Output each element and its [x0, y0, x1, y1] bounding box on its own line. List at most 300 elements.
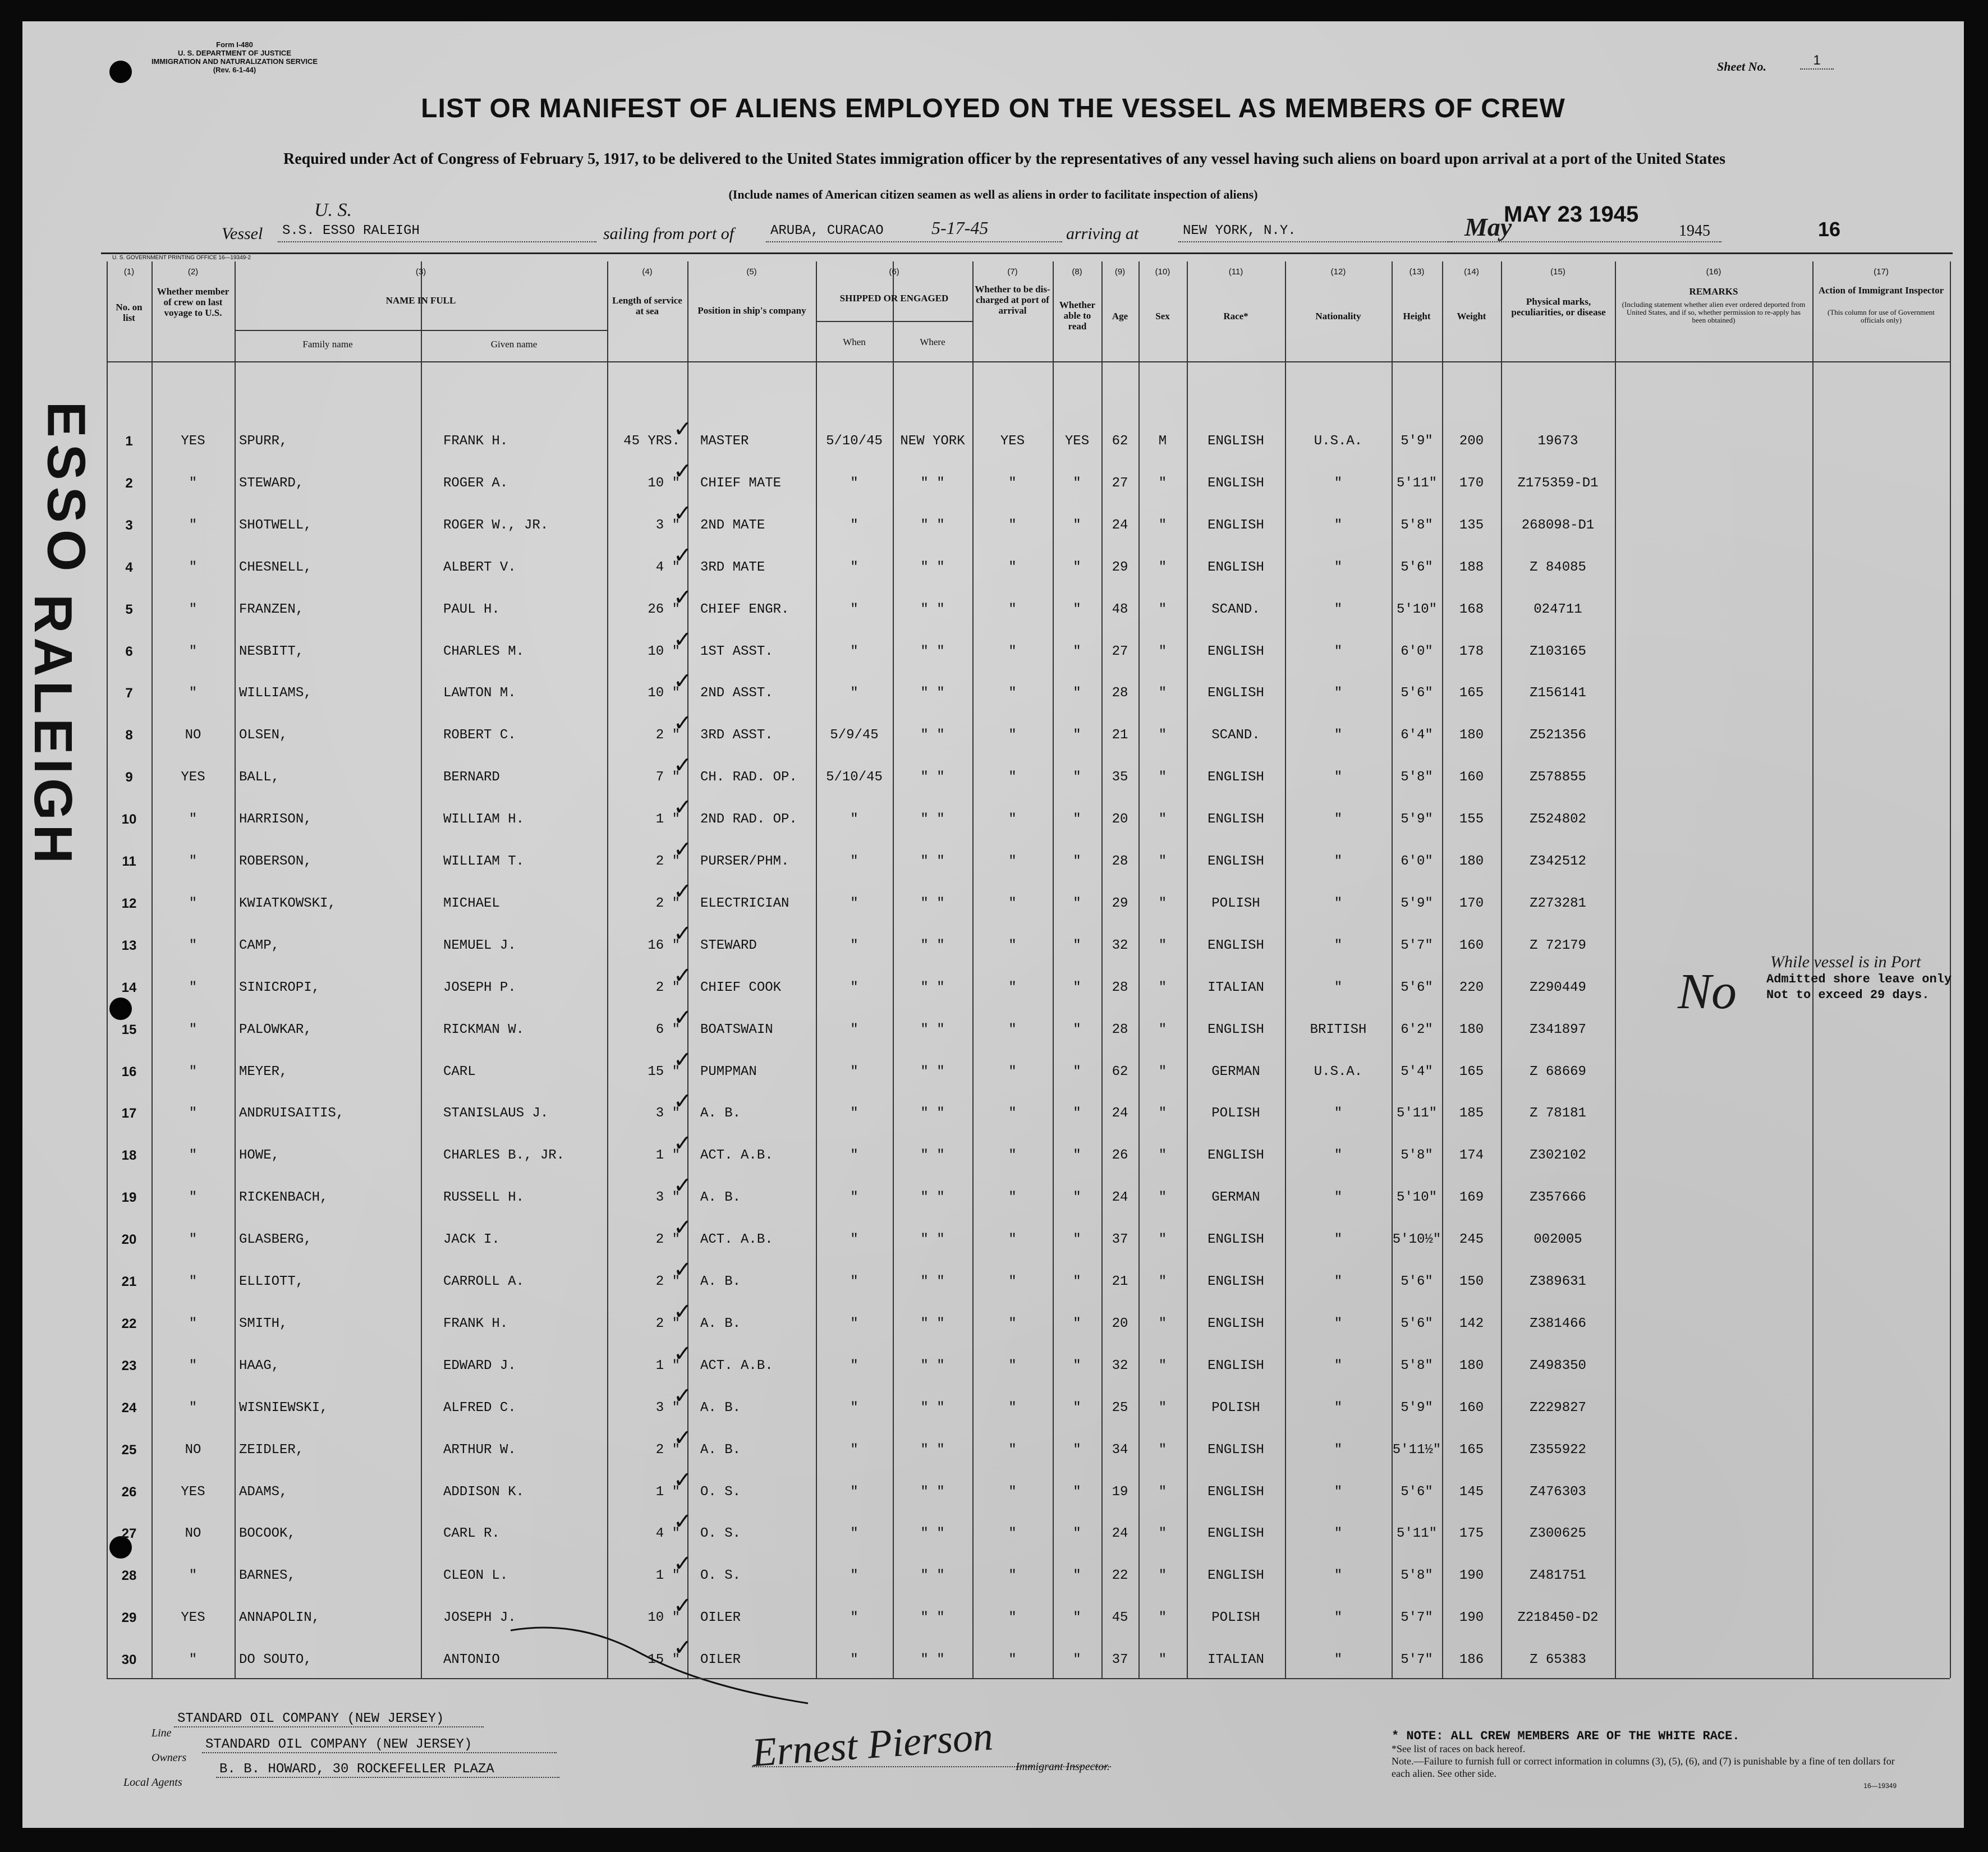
table-bottom-rule — [107, 1678, 1950, 1679]
cell-sex: " — [1158, 728, 1167, 743]
cell-last-voyage: " — [189, 1148, 198, 1164]
cell-position: A. B. — [700, 1274, 741, 1289]
cell-age: 21 — [1112, 1274, 1128, 1289]
col-6-header: SHIPPED OR ENGAGED — [839, 293, 949, 304]
cell-marks: 002005 — [1534, 1232, 1582, 1248]
cell-age: 28 — [1112, 980, 1128, 995]
cell-last-voyage: YES — [181, 1610, 205, 1626]
checkmark-icon: ✓ — [673, 1298, 692, 1325]
cell-height: 5'8" — [1401, 1358, 1433, 1373]
cell-read: " — [1073, 1064, 1081, 1079]
cell-weight: 165 — [1459, 1064, 1484, 1079]
col-15-number: (15) — [1550, 267, 1565, 277]
checkmark-icon: ✓ — [673, 500, 692, 526]
family-name-header: Family name — [302, 339, 353, 350]
cell-position: CH. RAD. OP. — [700, 770, 797, 785]
cell-number: 26 — [121, 1484, 137, 1500]
cell-height: 5'8" — [1401, 517, 1433, 533]
cell-weight: 200 — [1459, 434, 1484, 449]
note-races: *See list of races on back hereof. — [1392, 1743, 1526, 1754]
cell-race: ENGLISH — [1208, 517, 1264, 533]
cell-age: 37 — [1112, 1652, 1128, 1668]
checkmark-icon: ✓ — [673, 1509, 692, 1535]
cell-race: GERMAN — [1211, 1190, 1260, 1206]
cell-when: " — [850, 980, 858, 995]
cell-given-name: FRANK H. — [443, 434, 508, 449]
cell-sex: " — [1158, 517, 1167, 533]
cell-marks: Z 68669 — [1530, 1064, 1586, 1079]
date-stamp: MAY 23 1945 — [1504, 202, 1639, 227]
cell-weight: 178 — [1459, 644, 1484, 659]
cell-last-voyage: YES — [181, 770, 205, 785]
cell-age: 21 — [1112, 728, 1128, 743]
cell-family-name: OLSEN, — [239, 728, 288, 743]
cell-age: 28 — [1112, 1022, 1128, 1037]
cell-discharged: " — [1008, 1652, 1017, 1668]
cell-discharged: " — [1008, 1148, 1017, 1164]
printing-office-note: U. S. GOVERNMENT PRINTING OFFICE 16—19349-2 — [112, 255, 251, 261]
cell-discharged: " — [1008, 1316, 1017, 1331]
cell-last-voyage: " — [189, 644, 198, 659]
cell-weight: 190 — [1459, 1568, 1484, 1584]
cell-last-voyage: " — [189, 1358, 198, 1373]
cell-nationality: " — [1334, 1106, 1343, 1122]
cell-family-name: STEWARD, — [239, 475, 304, 491]
cell-weight: 245 — [1459, 1232, 1484, 1248]
cell-given-name: ROGER A. — [443, 475, 508, 491]
cell-position: CHIEF ENGR. — [700, 601, 789, 617]
checkmark-icon: ✓ — [673, 1088, 692, 1115]
cell-marks: Z 65383 — [1530, 1652, 1586, 1668]
cell-position: O. S. — [700, 1568, 741, 1584]
cell-service: 45 YRS. — [623, 434, 680, 449]
cell-nationality: " — [1334, 728, 1343, 743]
cell-height: 5'4" — [1401, 1064, 1433, 1079]
cell-sex: " — [1158, 1400, 1167, 1416]
cell-race: ENGLISH — [1208, 475, 1264, 491]
sheet-number: 1 — [1800, 53, 1834, 70]
margin-vessel: ESSO — [36, 401, 97, 578]
cell-last-voyage: " — [189, 475, 198, 491]
cell-family-name: NESBITT, — [239, 644, 304, 659]
cell-height: 5'9" — [1401, 1400, 1433, 1416]
cell-marks: 268098-D1 — [1521, 517, 1595, 533]
checkmark-icon: ✓ — [673, 710, 692, 737]
cell-weight: 165 — [1459, 686, 1484, 701]
cell-family-name: HARRISON, — [239, 812, 312, 828]
cell-last-voyage: NO — [185, 728, 201, 743]
cell-family-name: HAAG, — [239, 1358, 280, 1373]
table-row — [107, 837, 1950, 883]
cell-where: " " — [920, 686, 945, 701]
cell-sex: " — [1158, 1064, 1167, 1079]
cell-age: 24 — [1112, 1190, 1128, 1206]
vessel-prefix-handwritten: U. S. — [314, 200, 352, 220]
cell-nationality: " — [1334, 517, 1343, 533]
cell-family-name: PALOWKAR, — [239, 1022, 312, 1037]
table-row — [107, 1215, 1950, 1261]
cell-discharged: " — [1008, 1232, 1017, 1248]
cell-marks: Z524802 — [1530, 812, 1586, 828]
cell-family-name: GLASBERG, — [239, 1232, 312, 1248]
cell-family-name: SMITH, — [239, 1316, 288, 1331]
department: U. S. DEPARTMENT OF JUSTICE — [178, 49, 291, 57]
cell-sex: " — [1158, 854, 1167, 869]
cell-read: " — [1073, 980, 1081, 995]
cell-number: 6 — [125, 644, 133, 659]
cell-where: " " — [920, 895, 945, 911]
col-17-number: (17) — [1874, 267, 1889, 277]
cell-number: 23 — [121, 1358, 137, 1373]
cell-when: 5/10/45 — [826, 770, 883, 785]
table-row — [107, 1173, 1950, 1219]
cell-when: 5/10/45 — [826, 434, 883, 449]
table-row — [107, 1088, 1950, 1134]
cell-height: 5'7" — [1401, 938, 1433, 953]
cell-last-voyage: " — [189, 812, 198, 828]
cell-family-name: KWIATKOWSKI, — [239, 895, 336, 911]
cell-family-name: MEYER, — [239, 1064, 288, 1079]
cell-position: 2ND RAD. OP. — [700, 812, 797, 828]
cell-sex: " — [1158, 812, 1167, 828]
cell-weight: 220 — [1459, 980, 1484, 995]
cell-number: 20 — [121, 1232, 137, 1248]
table-row — [107, 668, 1950, 714]
cell-height: 5'7" — [1401, 1610, 1433, 1626]
form-number: Form I-480 — [216, 40, 253, 49]
cell-given-name: FRANK H. — [443, 1316, 508, 1331]
cell-number: 19 — [121, 1190, 137, 1206]
cell-given-name: CARROLL A. — [443, 1274, 525, 1289]
checkmark-icon: ✓ — [673, 878, 692, 904]
cell-age: 28 — [1112, 686, 1128, 701]
cell-when: " — [850, 1568, 858, 1584]
cell-service: 26 " — [648, 601, 680, 617]
cell-last-voyage: " — [189, 559, 198, 575]
cell-discharged: " — [1008, 1610, 1017, 1626]
cell-nationality: " — [1334, 1526, 1343, 1542]
cell-read: " — [1073, 559, 1081, 575]
cell-service: 10 " — [648, 686, 680, 701]
cell-last-voyage: NO — [185, 1526, 201, 1542]
cell-sex: " — [1158, 601, 1167, 617]
cell-given-name: ARTHUR W. — [443, 1442, 516, 1458]
table-row — [107, 584, 1950, 631]
cell-given-name: JOSEPH J. — [443, 1610, 516, 1626]
remarks-handwritten-note: While vessel is in Port — [1770, 953, 1921, 971]
col-12-header: Nationality — [1315, 311, 1361, 321]
cell-nationality: " — [1334, 475, 1343, 491]
cell-service: 3 " — [655, 1190, 680, 1206]
table-row — [107, 458, 1950, 504]
col-2-number: (2) — [187, 267, 199, 277]
table-row — [107, 500, 1950, 546]
cell-service: 4 " — [655, 559, 680, 575]
cell-discharged: " — [1008, 1106, 1017, 1122]
table-row — [107, 1551, 1950, 1597]
cell-family-name: BOCOOK, — [239, 1526, 296, 1542]
cell-given-name: MICHAEL — [443, 895, 500, 911]
cell-weight: 185 — [1459, 1106, 1484, 1122]
table-row — [107, 794, 1950, 840]
cell-discharged: " — [1008, 1190, 1017, 1206]
cell-height: 5'11" — [1396, 1106, 1437, 1122]
cell-height: 5'11½" — [1392, 1442, 1441, 1458]
arriving-at: NEW YORK, N.Y. — [1178, 221, 1452, 242]
col-10-header: Sex — [1155, 311, 1170, 321]
table-row — [107, 1004, 1950, 1051]
col-2-header: Whether member of crew on last voyage to U.S. — [157, 286, 229, 318]
strike-line — [511, 1619, 825, 1709]
cell-number: 22 — [121, 1316, 137, 1331]
cell-age: 19 — [1112, 1484, 1128, 1500]
cell-position: A. B. — [700, 1400, 741, 1416]
cell-number: 14 — [121, 980, 137, 995]
cell-race: ENGLISH — [1208, 1484, 1264, 1500]
cell-number: 5 — [125, 601, 133, 617]
cell-race: ENGLISH — [1208, 854, 1264, 869]
cell-weight: 170 — [1459, 895, 1484, 911]
cell-height: 5'10½" — [1392, 1232, 1441, 1248]
table-row — [107, 1130, 1950, 1177]
cell-read: " — [1073, 938, 1081, 953]
owners-label: Owners — [151, 1752, 187, 1764]
cell-where: " " — [920, 1568, 945, 1584]
form-identifier — [89, 40, 380, 74]
cell-where: " " — [920, 770, 945, 785]
cell-weight: 180 — [1459, 1358, 1484, 1373]
cell-age: 24 — [1112, 1106, 1128, 1122]
cell-age: 45 — [1112, 1610, 1128, 1626]
cell-where: " " — [920, 1064, 945, 1079]
cell-race: GERMAN — [1211, 1064, 1260, 1079]
note-penalty: Note.—Failure to furnish full or correct information in columns (3), (5), (6), and (7) is punishable by a fine of ten dollars for each alien. See other side. — [1392, 1756, 1895, 1779]
cell-service: 2 " — [655, 1232, 680, 1248]
cell-height: 6'2" — [1401, 1022, 1433, 1037]
cell-last-voyage: " — [189, 517, 198, 533]
cell-nationality: " — [1334, 770, 1343, 785]
cell-weight: 169 — [1459, 1190, 1484, 1206]
cell-given-name: LAWTON M. — [443, 686, 516, 701]
cell-given-name: JACK I. — [443, 1232, 500, 1248]
cell-height: 5'10" — [1396, 601, 1437, 617]
cell-race: ENGLISH — [1208, 434, 1264, 449]
cell-nationality: " — [1334, 938, 1343, 953]
cell-when: " — [850, 1526, 858, 1542]
cell-when: " — [850, 895, 858, 911]
cell-number: 2 — [125, 475, 133, 491]
cell-last-voyage: " — [189, 938, 198, 953]
cell-weight: 155 — [1459, 812, 1484, 828]
cell-number: 15 — [121, 1022, 137, 1037]
cell-sex: " — [1158, 1190, 1167, 1206]
crew-table — [107, 261, 1950, 1678]
col-8-number: (8) — [1072, 267, 1082, 277]
cell-given-name: CARL — [443, 1064, 476, 1079]
cell-given-name: RICKMAN W. — [443, 1022, 525, 1037]
cell-read: " — [1073, 1652, 1081, 1668]
cell-height: 5'6" — [1401, 1316, 1433, 1331]
cell-when: " — [850, 1106, 858, 1122]
cell-discharged: " — [1008, 938, 1017, 953]
cell-discharged: " — [1008, 1526, 1017, 1542]
cell-number: 27 — [121, 1526, 137, 1542]
shore-leave-stamp — [1766, 972, 1952, 1003]
cell-last-voyage: NO — [185, 1442, 201, 1458]
date-month-handwritten: May — [1464, 213, 1512, 241]
cell-read: " — [1073, 854, 1081, 869]
cell-where: " " — [920, 1232, 945, 1248]
cell-age: 27 — [1112, 644, 1128, 659]
cell-read: " — [1073, 1190, 1081, 1206]
agents-label: Local Agents — [123, 1776, 182, 1789]
cell-number: 18 — [121, 1148, 137, 1164]
cell-when: " — [850, 938, 858, 953]
subtitle-note: (Include names of American citizen seamen as well as aliens in order to facilitate inspection of aliens) — [728, 187, 1258, 201]
cell-weight: 180 — [1459, 1022, 1484, 1037]
cell-service: 1 " — [655, 1358, 680, 1373]
cell-given-name: ALFRED C. — [443, 1400, 516, 1416]
cell-weight: 160 — [1459, 1400, 1484, 1416]
cell-position: 3RD MATE — [700, 559, 765, 575]
cell-marks: Z578855 — [1530, 770, 1586, 785]
cell-number: 21 — [121, 1274, 137, 1289]
table-row — [107, 1509, 1950, 1555]
cell-weight: 135 — [1459, 517, 1484, 533]
cell-last-voyage: " — [189, 1190, 198, 1206]
cell-marks: Z273281 — [1530, 895, 1586, 911]
cell-last-voyage: " — [189, 686, 198, 701]
cell-when: 5/9/45 — [830, 728, 879, 743]
cell-when: " — [850, 1064, 858, 1079]
service: IMMIGRATION AND NATURALIZATION SERVICE — [151, 57, 318, 66]
cell-discharged: " — [1008, 1400, 1017, 1416]
table-row — [107, 878, 1950, 925]
cell-sex: " — [1158, 1358, 1167, 1373]
cell-position: 3RD ASST. — [700, 728, 773, 743]
cell-read: " — [1073, 601, 1081, 617]
margin-name: RALEIGH — [23, 594, 83, 868]
cell-discharged: " — [1008, 980, 1017, 995]
cell-nationality: " — [1334, 1232, 1343, 1248]
cell-age: 48 — [1112, 601, 1128, 617]
inspector-signature: Ernest Pierson — [750, 1713, 995, 1775]
checkmark-icon: ✓ — [673, 668, 692, 695]
cell-where: " " — [920, 1022, 945, 1037]
cell-given-name: NEMUEL J. — [443, 938, 516, 953]
cell-position: PURSER/PHM. — [700, 854, 789, 869]
cell-number: 3 — [125, 517, 133, 533]
header-rule — [101, 252, 1953, 254]
cell-height: 5'6" — [1401, 1274, 1433, 1289]
cell-number: 28 — [121, 1568, 137, 1584]
cell-where: " " — [920, 854, 945, 869]
cell-marks: Z 78181 — [1530, 1106, 1586, 1122]
cell-when: " — [850, 686, 858, 701]
revision: (Rev. 6-1-44) — [213, 66, 256, 74]
cell-given-name: STANISLAUS J. — [443, 1106, 549, 1122]
cell-height: 5'11" — [1396, 475, 1437, 491]
cell-number: 11 — [122, 854, 136, 869]
cell-given-name: PAUL H. — [443, 601, 500, 617]
cell-last-voyage: " — [189, 601, 198, 617]
margin-stamp — [0, 167, 112, 897]
col-12-number: (12) — [1330, 267, 1346, 277]
cell-given-name: CLEON L. — [443, 1568, 508, 1584]
cell-last-voyage: " — [189, 1274, 198, 1289]
cell-weight: 170 — [1459, 475, 1484, 491]
cell-discharged: " — [1008, 601, 1017, 617]
table-row — [107, 1340, 1950, 1387]
page-title: LIST OR MANIFEST OF ALIENS EMPLOYED ON THE VESSEL AS MEMBERS OF CREW — [421, 94, 1565, 123]
checkmark-icon: ✓ — [673, 837, 692, 862]
cell-nationality: " — [1334, 1442, 1343, 1458]
cell-marks: Z381466 — [1530, 1316, 1586, 1331]
checkmark-icon: ✓ — [673, 752, 692, 779]
cell-marks: Z300625 — [1530, 1526, 1586, 1542]
cell-read: " — [1073, 517, 1081, 533]
col-6-number: (6) — [889, 267, 899, 277]
table-row — [107, 1635, 1950, 1681]
manifest-page — [22, 21, 1964, 1828]
cell-family-name: BALL, — [239, 770, 280, 785]
cell-position: CHIEF MATE — [700, 475, 782, 491]
cell-sex: " — [1158, 1652, 1167, 1668]
cell-read: " — [1073, 1442, 1081, 1458]
col-17-header: Action of Immigrant Inspector — [1818, 285, 1944, 296]
table-row — [107, 1382, 1950, 1429]
cell-weight: 186 — [1459, 1652, 1484, 1668]
cell-where: " " — [920, 644, 945, 659]
checkmark-icon: ✓ — [673, 962, 692, 989]
cell-discharged: " — [1008, 1022, 1017, 1037]
agents-value: B. B. HOWARD, 30 ROCKEFELLER PLAZA — [216, 1762, 559, 1778]
sailing-label: sailing from port of — [603, 224, 734, 243]
cell-read: " — [1073, 644, 1081, 659]
cell-when: " — [850, 1022, 858, 1037]
cell-nationality: U.S.A. — [1314, 1064, 1363, 1079]
cell-family-name: ZEIDLER, — [239, 1442, 304, 1458]
col-14-number: (14) — [1464, 267, 1479, 277]
cell-given-name: WILLIAM T. — [443, 854, 525, 869]
cell-where: " " — [920, 1358, 945, 1373]
cell-nationality: " — [1334, 1568, 1343, 1584]
cell-weight: 160 — [1459, 938, 1484, 953]
cell-when: " — [850, 812, 858, 828]
cell-where: NEW YORK — [900, 434, 965, 449]
checkmark-icon: ✓ — [673, 1046, 692, 1073]
inspector-label: Immigrant Inspector. — [1016, 1761, 1110, 1773]
cell-service: 3 " — [655, 517, 680, 533]
cell-service: 2 " — [655, 1274, 680, 1289]
col-10-number: (10) — [1155, 267, 1170, 277]
cell-read: " — [1073, 1526, 1081, 1542]
checkmark-icon: ✓ — [673, 794, 692, 821]
cell-last-voyage: " — [189, 1400, 198, 1416]
cell-sex: " — [1158, 1442, 1167, 1458]
cell-read: " — [1073, 1400, 1081, 1416]
cell-marks: Z302102 — [1530, 1148, 1586, 1164]
col-16-subheader: (Including statement whether alien ever ordered deported from United States, and if so, whether permission to re-apply has been obtained) — [1622, 300, 1806, 324]
cell-nationality: " — [1334, 644, 1343, 659]
cell-when: " — [850, 1148, 858, 1164]
col-17-subheader: (This column for use of Government officials only) — [1828, 308, 1935, 324]
cell-service: 1 " — [655, 1148, 680, 1164]
cell-discharged: " — [1008, 1484, 1017, 1500]
checkmark-icon: ✓ — [673, 542, 692, 568]
cell-read: " — [1073, 728, 1081, 743]
cell-service: 4 " — [655, 1526, 680, 1542]
